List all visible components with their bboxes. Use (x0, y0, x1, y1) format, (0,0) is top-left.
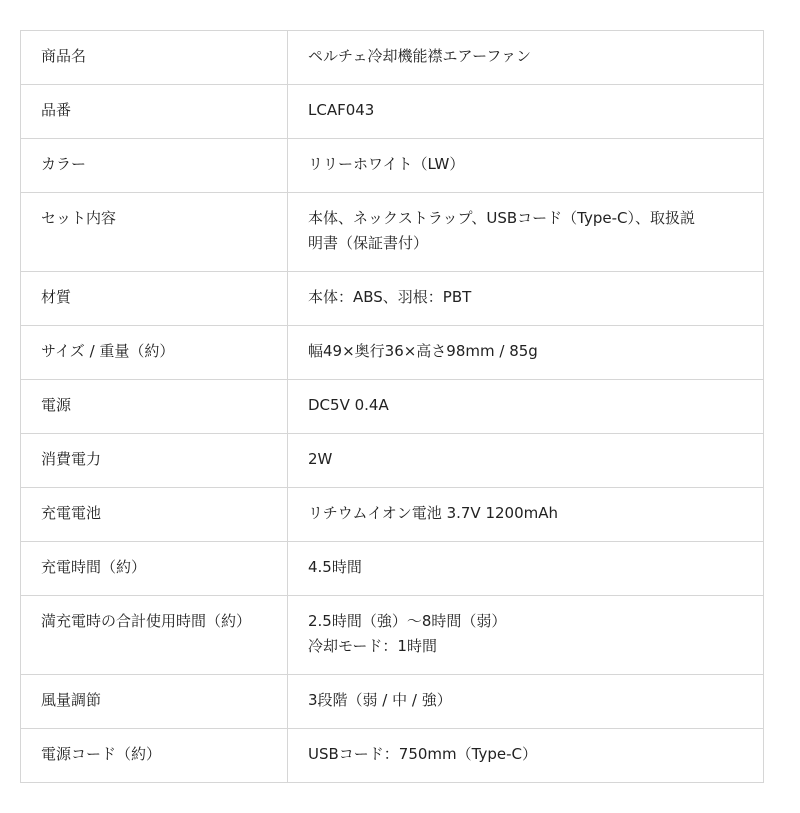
spec-label: カラー (21, 139, 288, 193)
spec-value (288, 272, 764, 326)
spec-value-line: 2W (308, 450, 333, 468)
spec-value (288, 139, 764, 193)
spec-value (288, 596, 764, 675)
table-row (21, 326, 764, 380)
table-row (21, 272, 764, 326)
spec-value (288, 31, 764, 85)
spec-label: 電源 (21, 380, 288, 434)
spec-value-line: 明書（保証書付） (308, 234, 429, 252)
spec-label: 充電時間（約） (21, 542, 288, 596)
table-row (21, 488, 764, 542)
table-row (21, 193, 764, 272)
spec-value-line: 冷却モード：1時間 (308, 637, 437, 655)
spec-label: 風量調節 (21, 675, 288, 729)
table-row (21, 542, 764, 596)
table-row (21, 85, 764, 139)
spec-value-line: USBコード：750mm（Type-C） (308, 745, 537, 763)
table-row (21, 380, 764, 434)
spec-value-line: 本体、ネックストラップ、USBコード（Type-C）、取扱説 (308, 209, 695, 227)
spec-value (288, 193, 764, 272)
spec-value-line: 幅49×奥行36×高さ98mm / 85g (308, 342, 538, 360)
spec-value-line: 2.5時間（強）〜8時間（弱） (308, 612, 507, 630)
table-row (21, 675, 764, 729)
spec-label: サイズ / 重量（約） (21, 326, 288, 380)
spec-value (288, 488, 764, 542)
table-row (21, 31, 764, 85)
spec-label: 商品名 (21, 31, 288, 85)
spec-label: 電源コード（約） (21, 729, 288, 783)
spec-value (288, 380, 764, 434)
spec-value (288, 729, 764, 783)
table-row (21, 729, 764, 783)
spec-value-line: DC5V 0.4A (308, 396, 389, 414)
spec-label: 満充電時の合計使用時間（約） (21, 596, 288, 675)
table-row (21, 139, 764, 193)
spec-value-line: リチウムイオン電池 3.7V 1200mAh (308, 504, 559, 522)
spec-value (288, 542, 764, 596)
table-row (21, 596, 764, 675)
spec-value (288, 85, 764, 139)
spec-value-line: 本体：ABS、羽根：PBT (308, 288, 472, 306)
table-row (21, 434, 764, 488)
spec-value (288, 434, 764, 488)
spec-label: 材質 (21, 272, 288, 326)
spec-value-line: ペルチェ冷却機能襟エアーファン (308, 47, 532, 65)
spec-value-line: リリーホワイト（LW） (308, 155, 465, 173)
spec-label: 品番 (21, 85, 288, 139)
spec-label: セット内容 (21, 193, 288, 272)
spec-value (288, 675, 764, 729)
spec-value-line: 3段階（弱 / 中 / 強） (308, 691, 452, 709)
spec-value-line: 4.5時間 (308, 558, 362, 576)
spec-value-line: LCAF043 (308, 101, 375, 119)
spec-table (20, 30, 764, 783)
spec-label: 充電電池 (21, 488, 288, 542)
spec-label: 消費電力 (21, 434, 288, 488)
spec-value (288, 326, 764, 380)
